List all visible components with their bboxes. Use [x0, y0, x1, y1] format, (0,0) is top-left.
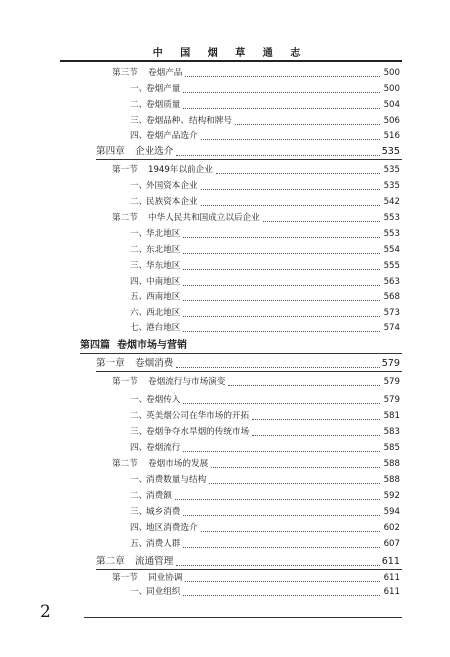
- toc-entry-number: 第一章: [96, 358, 125, 369]
- toc-page-number: 500: [383, 68, 400, 78]
- toc-page-number: 535: [383, 165, 400, 175]
- heading-rule: [96, 159, 402, 160]
- toc-page-number: 611: [383, 587, 400, 597]
- toc-page-number: 581: [383, 411, 400, 421]
- toc-leader-dots: [183, 584, 380, 596]
- toc-entry-item: [0, 97, 450, 113]
- toc-leader-dots: [263, 210, 380, 222]
- toc-page-number: 579: [381, 358, 400, 369]
- toc-entry-title: 1949年以前企业: [148, 165, 213, 175]
- toc-entry-section: [0, 162, 450, 178]
- toc-entry-number: 二、: [130, 411, 148, 421]
- toc-entry-number: 第四篇: [80, 340, 110, 351]
- toc-entry-title: 卷烟品种、结构和牌号: [146, 116, 232, 126]
- toc-entry-number: 第一节: [112, 377, 138, 387]
- toc-entry-title: 外国资本企业: [146, 181, 198, 191]
- header-rule: [60, 60, 402, 62]
- toc-entry-item: [0, 242, 450, 258]
- toc-entry-number: 一、: [130, 229, 148, 239]
- toc-entry-title: 地区消费选介: [146, 523, 198, 533]
- toc-entry-number: 一、: [130, 84, 148, 94]
- toc-entry-chapter: [0, 356, 450, 372]
- toc-entry-title: 同业协调: [148, 573, 183, 583]
- toc-entry-number: 一、: [130, 395, 148, 405]
- toc-entry-title: 卷烟争夺水旱烟的传统市场: [146, 427, 250, 437]
- toc-page-number: 504: [383, 100, 400, 110]
- toc-entry-item: [0, 178, 450, 194]
- toc-entry-item: [0, 289, 450, 305]
- toc-entry-title: 英美烟公司在华市场的开拓: [146, 411, 250, 421]
- toc-entry-item: [0, 488, 450, 504]
- toc-entry-title: 卷烟消费: [135, 358, 174, 369]
- toc-entry-title: 卷烟市场与营销: [117, 340, 187, 351]
- toc-entry-number: 五、: [130, 539, 148, 549]
- toc-leader-dots: [176, 554, 380, 566]
- toc-page-number: 574: [383, 323, 400, 333]
- toc-entry-item: [0, 258, 450, 274]
- toc-page-number: 592: [383, 491, 400, 501]
- toc-leader-dots: [183, 289, 380, 301]
- toc-entry-number: 六、: [130, 308, 148, 318]
- toc-entry-title: 企业选介: [135, 146, 174, 157]
- toc-page-number: 579: [383, 395, 400, 405]
- toc-entry-title: 卷烟质量: [146, 100, 181, 110]
- toc-entry-title: 卷烟传入: [146, 395, 181, 405]
- toc-page-number: 555: [383, 261, 400, 271]
- toc-entry-title: 流通管理: [135, 556, 174, 567]
- toc-entry-item: [0, 113, 450, 129]
- toc-entry-chapter: [0, 144, 450, 160]
- toc-entry-item: [0, 320, 450, 336]
- toc-leader-dots: [183, 440, 380, 452]
- toc-entry-number: 第二节: [112, 459, 138, 469]
- toc-page-number: 535: [383, 181, 400, 191]
- toc-entry-title: 消费人群: [146, 539, 181, 549]
- toc-entry-number: 七、: [130, 323, 148, 333]
- toc-leader-dots: [211, 456, 380, 468]
- toc-page-number: 553: [383, 229, 400, 239]
- toc-entry-number: 第四章: [96, 146, 125, 157]
- toc-page-number: 583: [383, 427, 400, 437]
- toc-leader-dots: [252, 424, 380, 436]
- toc-entry-chapter: [0, 554, 450, 570]
- toc-entry-number: 四、: [130, 523, 148, 533]
- toc-leader-dots: [185, 65, 380, 77]
- toc-leader-dots: [201, 520, 380, 532]
- toc-entry-title: 西南地区: [146, 292, 181, 302]
- toc-entry-title: 卷烟产品: [148, 68, 183, 78]
- page-number: 2: [40, 602, 51, 622]
- toc-entry-part: [0, 338, 450, 354]
- toc-entry-item: [0, 226, 450, 242]
- toc-entry-item: [0, 504, 450, 520]
- toc-leader-dots: [185, 570, 380, 582]
- toc-entry-title: 卷烟流行: [146, 443, 181, 453]
- toc-entry-number: 三、: [130, 261, 148, 271]
- toc-entry-item: [0, 520, 450, 536]
- toc-entry-item: [0, 392, 450, 408]
- toc-entry-title: 港台地区: [146, 323, 181, 333]
- toc-entry-title: 中华人民共和国成立以后企业: [148, 213, 260, 223]
- toc-page-number: 568: [383, 292, 400, 302]
- toc-entry-title: 华北地区: [146, 229, 181, 239]
- toc-entry-title: 城乡消费: [146, 507, 181, 517]
- toc-entry-title: 卷烟市场的发展: [148, 459, 209, 469]
- toc-entry-section: [0, 456, 450, 472]
- toc-entry-section: [0, 210, 450, 226]
- toc-leader-dots: [183, 320, 380, 332]
- toc-page-number: 594: [383, 507, 400, 517]
- toc-page-number: 573: [383, 308, 400, 318]
- toc-entry-item: [0, 408, 450, 424]
- toc-leader-dots: [183, 258, 380, 270]
- toc-entry-item: [0, 536, 450, 552]
- toc-entry-title: 东北地区: [146, 245, 181, 255]
- toc-leader-dots: [183, 242, 380, 254]
- toc-entry-item: [0, 424, 450, 440]
- toc-entry-number: 三、: [130, 116, 148, 126]
- toc-entry-title: 华东地区: [146, 261, 181, 271]
- toc-leader-dots: [228, 374, 380, 386]
- toc-page-number: 553: [383, 213, 400, 223]
- toc-entry-section: [0, 374, 450, 390]
- toc-entry-title: 民族资本企业: [146, 197, 198, 207]
- toc-entry-number: 四、: [130, 131, 148, 141]
- toc-entry-number: 四、: [130, 443, 148, 453]
- toc-entry-number: 第二章: [96, 556, 125, 567]
- toc-entry-item: [0, 305, 450, 321]
- toc-entry-number: 第三节: [112, 68, 138, 78]
- toc-leader-dots: [175, 488, 380, 500]
- toc-entry-title: 卷烟产品选介: [146, 131, 198, 141]
- toc-leader-dots: [252, 408, 380, 420]
- heading-rule: [80, 353, 402, 354]
- toc-entry-item: [0, 274, 450, 290]
- toc-page-number: 611: [383, 573, 400, 583]
- toc-entry-number: 一、: [130, 181, 148, 191]
- toc-leader-dots: [183, 305, 380, 317]
- toc-entry-number: 第一节: [112, 573, 138, 583]
- toc-leader-dots: [209, 472, 380, 484]
- toc-leader-dots: [176, 356, 380, 368]
- toc-page-number: 563: [383, 277, 400, 287]
- toc-leader-dots: [201, 194, 380, 206]
- toc-entry-title: 中南地区: [146, 277, 181, 287]
- toc-entry-section: [0, 65, 450, 81]
- toc-leader-dots: [183, 274, 380, 286]
- toc-entry-number: 第二节: [112, 213, 138, 223]
- toc-entry-number: 二、: [130, 491, 148, 501]
- toc-entry-title: 卷烟流行与市场演变: [148, 377, 226, 387]
- toc-entry-number: 三、: [130, 507, 148, 517]
- toc-entry-item: [0, 584, 450, 600]
- toc-page-number: 500: [383, 84, 400, 94]
- toc-page-number: 542: [383, 197, 400, 207]
- toc-page-number: 602: [383, 523, 400, 533]
- toc-entry-title: 消费额: [146, 491, 172, 501]
- toc-page-number: 607: [383, 539, 400, 549]
- heading-rule: [96, 371, 402, 372]
- toc-entry-title: 消费数量与结构: [146, 475, 207, 485]
- toc-page-number: 611: [381, 556, 400, 567]
- toc-entry-title: 西北地区: [146, 308, 181, 318]
- toc-entry-item: [0, 81, 450, 97]
- toc-leader-dots: [235, 113, 380, 125]
- toc-entry-item: [0, 194, 450, 210]
- toc-leader-dots: [183, 226, 380, 238]
- toc-page-number: 585: [383, 443, 400, 453]
- toc-page-number: 516: [383, 131, 400, 141]
- toc-leader-dots: [183, 536, 380, 548]
- toc-entry-title: 卷烟产量: [146, 84, 181, 94]
- toc-page-number: 579: [383, 377, 400, 387]
- toc-entry-number: 二、: [130, 100, 148, 110]
- toc-entry-item: [0, 472, 450, 488]
- toc-entry-title: 同业组织: [146, 587, 181, 597]
- toc-page-number: 588: [383, 459, 400, 469]
- toc-entry-number: 二、: [130, 197, 148, 207]
- toc-entry-number: 四、: [130, 277, 148, 287]
- toc-entry-number: 三、: [130, 427, 148, 437]
- toc-leader-dots: [176, 144, 380, 156]
- toc-entry-number: 一、: [130, 475, 148, 485]
- toc-entry-item: [0, 440, 450, 456]
- toc-page-number: 535: [381, 146, 400, 157]
- toc-leader-dots: [216, 162, 380, 174]
- toc-entry-number: 一、: [130, 587, 148, 597]
- toc-page-number: 506: [383, 116, 400, 126]
- toc-leader-dots: [183, 504, 380, 516]
- toc-entry-number: 五、: [130, 292, 148, 302]
- running-header: 中 国 烟 草 通 志: [152, 48, 308, 59]
- toc-leader-dots: [183, 392, 380, 404]
- toc-entry-item: [0, 128, 450, 144]
- toc-leader-dots: [201, 178, 380, 190]
- toc-entry-number: 二、: [130, 245, 148, 255]
- toc-entry-number: 第一节: [112, 165, 138, 175]
- footer-rule: [84, 617, 402, 618]
- toc-page-number: 588: [383, 475, 400, 485]
- toc-leader-dots: [183, 97, 380, 109]
- toc-page-number: 554: [383, 245, 400, 255]
- toc-leader-dots: [183, 81, 380, 93]
- toc-leader-dots: [201, 128, 380, 140]
